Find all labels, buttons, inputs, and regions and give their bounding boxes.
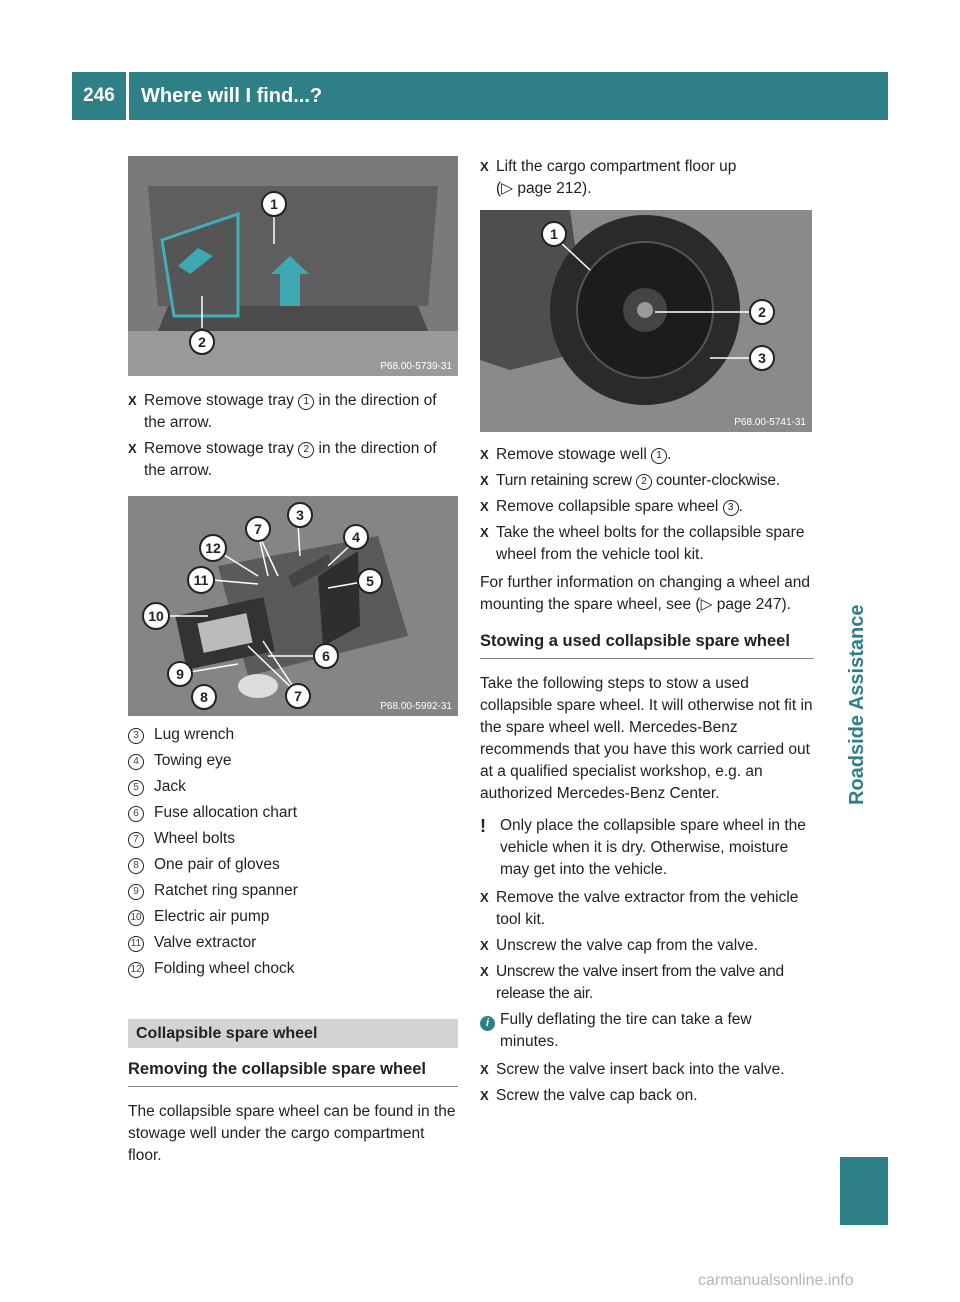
- figure-code: P68.00-5741-31: [734, 417, 806, 428]
- info-icon: i: [480, 1016, 495, 1031]
- svg-text:9: 9: [176, 666, 184, 682]
- list-item: 12 Folding wheel chock: [128, 958, 458, 980]
- callout-6: [314, 644, 338, 668]
- step-take-bolts: X Take the wheel bolts for the collapsible spare wheel from the vehicle tool kit.: [480, 524, 805, 563]
- list-item: 3 Lug wrench: [128, 724, 458, 746]
- svg-text:10: 10: [148, 608, 164, 624]
- tool-kit-legend: [128, 724, 458, 984]
- callout-2: [190, 330, 214, 354]
- callout-4: [344, 525, 368, 549]
- list-item: 6 Fuse allocation chart: [128, 802, 458, 824]
- callout-7-bottom: [286, 684, 310, 708]
- step-unscrew-insert: X Unscrew the valve insert from the valve and release the air.: [480, 963, 784, 1002]
- warning-note: ! Only place the collapsible spare wheel in the vehicle when it is dry. Otherwise, moisture may get into the vehicle.: [480, 815, 814, 881]
- callout-8: [192, 685, 216, 709]
- callout-10: [143, 603, 169, 629]
- svg-text:8: 8: [200, 689, 208, 705]
- svg-text:2: 2: [758, 304, 766, 320]
- figure-code: P68.00-5739-31: [380, 361, 452, 372]
- list-item: 10 Electric air pump: [128, 906, 458, 928]
- step-remove-well: X Remove stowage well 1 .: [480, 446, 672, 463]
- callout-3: [750, 346, 774, 370]
- step-remove-tray-1: X Remove stowage tray 1 in the direction of the arrow.: [128, 390, 460, 434]
- list-item: 7 Wheel bolts: [128, 828, 458, 850]
- info-note: i Fully deflating the tire can take a few minutes.: [480, 1009, 814, 1053]
- step-lift-floor: X Lift the cargo compartment floor up (▷ page 212).: [480, 158, 737, 197]
- list-item: 11 Valve extractor: [128, 932, 458, 954]
- list-item: 8 One pair of gloves: [128, 854, 458, 876]
- page-reference-link[interactable]: (▷ page 212).: [496, 180, 592, 197]
- figure-code: P68.00-5992-31: [380, 701, 452, 712]
- figure-stowage-trays: [128, 156, 458, 376]
- svg-text:1: 1: [270, 196, 278, 212]
- side-tab-marker: [840, 1157, 888, 1225]
- list-item: 5 Jack: [128, 776, 458, 798]
- page-title: Where will I find...?: [141, 85, 323, 107]
- tool-kit-illustration: [128, 496, 458, 716]
- step-unscrew-cap: X Unscrew the valve cap from the valve.: [480, 937, 758, 954]
- step-marker: X: [128, 393, 137, 408]
- right-steps: [480, 444, 814, 1111]
- step-marker: X: [128, 441, 137, 456]
- list-item: 9 Ratchet ring spanner: [128, 880, 458, 902]
- step-remove-wheel: X Remove collapsible spare wheel 3 .: [480, 498, 743, 515]
- step-remove-tray-2: X Remove stowage tray 2 in the direction of the arrow.: [128, 438, 460, 482]
- right-top-step: [480, 156, 812, 204]
- svg-text:5: 5: [366, 573, 374, 589]
- page-header: [72, 72, 888, 120]
- side-tab-label: Roadside Assistance: [846, 604, 868, 805]
- callout-3: [288, 503, 312, 527]
- spare-wheel-illustration: [480, 210, 812, 432]
- figure-tool-kit: [128, 496, 458, 716]
- stowing-intro: Take the following steps to stow a used collapsible spare wheel. It will otherwise not fit in the spare wheel well. Mercedes-Benz recommends that you have this work carried out at a qualified specialist workshop, e.g. an authorized Mercedes-Benz Center.: [480, 675, 813, 802]
- subheading-stowing: Stowing a used collapsible spare wheel: [480, 630, 814, 659]
- callout-2: [750, 300, 774, 324]
- callout-9: [168, 662, 192, 686]
- callout-1: [262, 192, 286, 216]
- callout-5: [358, 569, 382, 593]
- paragraph: The collapsible spare wheel can be found in the stowage well under the cargo compartment floor.: [128, 1103, 456, 1164]
- watermark: carmanualsonline.info: [698, 1272, 854, 1289]
- further-info: For further information on changing a wheel and mounting the spare wheel, see (▷ page 247).: [480, 574, 811, 613]
- left-section: [128, 1058, 458, 1177]
- warning-icon: !: [480, 816, 486, 836]
- section-banner: Collapsible spare wheel: [128, 1019, 458, 1048]
- svg-text:7: 7: [254, 521, 262, 537]
- callout-12: [200, 535, 226, 561]
- svg-text:7: 7: [294, 688, 302, 704]
- figure-spare-wheel: [480, 210, 812, 432]
- svg-text:2: 2: [198, 334, 206, 350]
- svg-text:12: 12: [205, 540, 221, 556]
- callout-ref-1: 1: [298, 394, 314, 410]
- subheading-removing: Removing the collapsible spare wheel: [128, 1058, 458, 1087]
- step-screw-insert: X Screw the valve insert back into the valve.: [480, 1061, 785, 1078]
- stowage-trays-illustration: [128, 156, 458, 376]
- step-screw-cap: X Screw the valve cap back on.: [480, 1087, 698, 1104]
- callout-11: [188, 567, 214, 593]
- svg-text:3: 3: [758, 350, 766, 366]
- callout-7-top: [246, 517, 270, 541]
- svg-text:11: 11: [193, 572, 209, 588]
- step-turn-screw: X Turn retaining screw 2 counter-clockwise.: [480, 472, 780, 489]
- callout-1: [542, 222, 566, 246]
- step-remove-extractor: X Remove the valve extractor from the vehicle tool kit.: [480, 889, 799, 928]
- page-number: 246: [83, 85, 115, 106]
- svg-text:6: 6: [322, 648, 330, 664]
- callout-ref-2: 2: [298, 442, 314, 458]
- svg-text:1: 1: [550, 226, 558, 242]
- svg-text:3: 3: [296, 507, 304, 523]
- left-steps: [128, 390, 460, 486]
- svg-text:4: 4: [352, 529, 360, 545]
- list-item: 4 Towing eye: [128, 750, 458, 772]
